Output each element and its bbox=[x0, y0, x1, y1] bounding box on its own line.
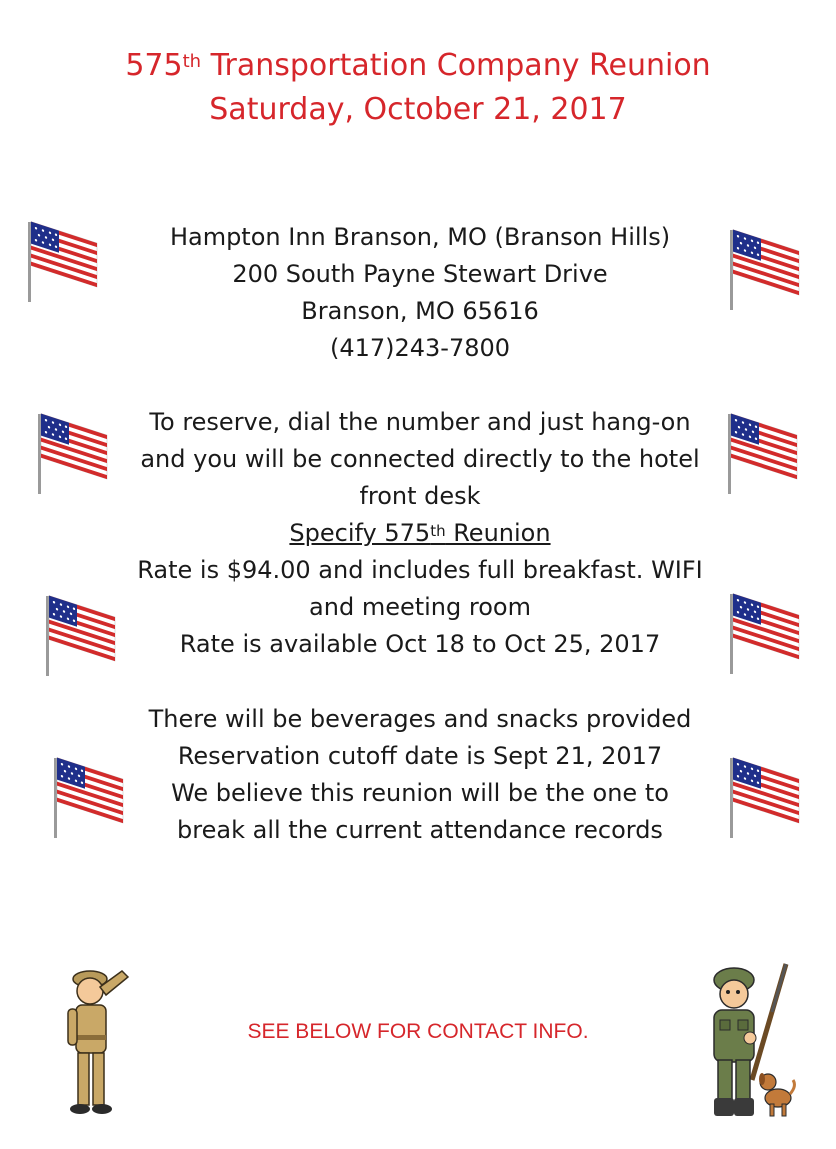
soldier-with-rifle-icon bbox=[700, 960, 800, 1125]
hotel-city: Branson, MO 65616 bbox=[301, 297, 539, 325]
reserve-line-1: To reserve, dial the number and just hang-on bbox=[149, 408, 691, 436]
saluting-soldier-icon bbox=[60, 965, 140, 1120]
extras-line-1: There will be beverages and snacks provided bbox=[148, 705, 692, 733]
extras-line-3: We believe this reunion will be the one to bbox=[171, 779, 669, 807]
specify-reunion: Specify 575th Reunion bbox=[289, 519, 551, 547]
dog-icon bbox=[759, 1073, 794, 1116]
reserve-line-2: and you will be connected directly to the hotel bbox=[140, 445, 700, 473]
contact-note: SEE BELOW FOR CONTACT INFO. bbox=[247, 1020, 589, 1043]
american-flag-icon bbox=[44, 592, 122, 678]
hotel-street: 200 South Payne Stewart Drive bbox=[232, 260, 608, 288]
hotel-name: Hampton Inn Branson, MO (Branson Hills) bbox=[169, 223, 671, 251]
rate-line-2: and meeting room bbox=[309, 593, 531, 621]
american-flag-icon bbox=[728, 754, 806, 840]
american-flag-icon bbox=[726, 410, 804, 496]
reunion-title: 575th Transportation Company Reunion bbox=[125, 48, 711, 83]
reservation-info bbox=[120, 404, 720, 663]
hotel-info bbox=[120, 219, 720, 367]
extras-line-4: break all the current attendance records bbox=[177, 816, 663, 844]
american-flag-icon bbox=[26, 218, 104, 304]
reunion-date: Saturday, October 21, 2017 bbox=[209, 92, 627, 127]
american-flag-icon bbox=[36, 410, 114, 496]
hotel-phone: (417)243-7800 bbox=[329, 334, 511, 362]
rate-line-1: Rate is $94.00 and includes full breakfast. WIFI bbox=[137, 556, 703, 584]
rate-line-3: Rate is available Oct 18 to Oct 25, 2017 bbox=[179, 630, 661, 658]
american-flag-icon bbox=[728, 226, 806, 312]
reserve-line-3: front desk bbox=[359, 482, 481, 510]
extras-info bbox=[120, 701, 720, 849]
american-flag-icon bbox=[52, 754, 130, 840]
extras-line-2: Reservation cutoff date is Sept 21, 2017 bbox=[177, 742, 663, 770]
american-flag-icon bbox=[728, 590, 806, 676]
